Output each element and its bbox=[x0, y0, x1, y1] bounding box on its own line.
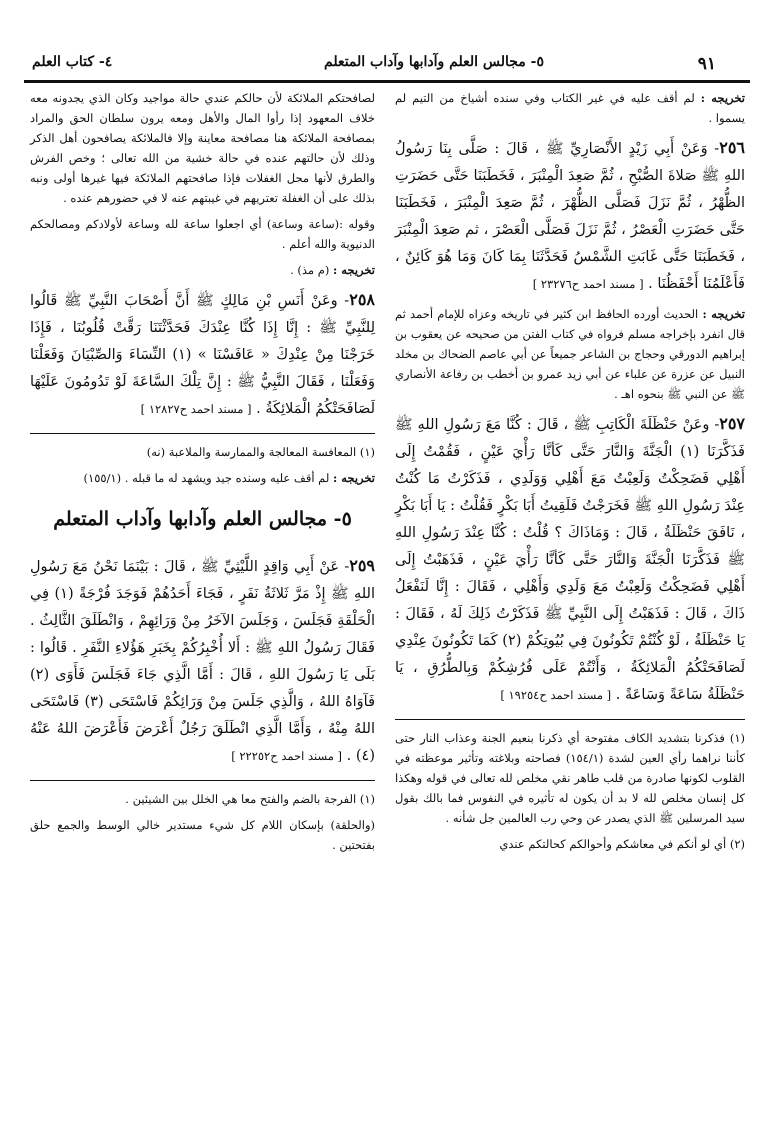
hadith-256 bbox=[395, 134, 745, 298]
hadith-259 bbox=[30, 552, 375, 770]
hadith-text: - عَنْ أَبِي وَاقِدٍ اللَّيْثِيِّ ﷺ ، قَالَ : بَيْنَمَا نَحْنُ مَعَ رَسُولِ اللهِ ﷺ إِذْ مَرَّ ثَلاثَةُ نَفَرٍ ، فَجَاءَ أَحَدُهُمْ فَوَجَدَ فُرْجَةً (١) فِي الْحَلْقَةِ فَجَلَسَ ، وَجَلَسَ الآخَرُ مِنْ وَرَائِهِمْ ، وَانْطَلَقَ الثَّالِثُ . فَقَالَ رَسُولُ اللهِ ﷺ : أَلا أُخْبِرُكُمْ بِخَبَرِ هَؤُلاءِ النَّفَرِ . قَالُوا : بَلَى يَا رَسُولَ اللهِ ، قَالَ : أَمَّا الَّذِي جَاءَ فَجَلَسَ فَأَوَى (٢) فَآوَاهُ اللهُ ، وَالَّذِي جَلَسَ مِنْ وَرَائِكُمْ فَاسْتَحَى (٣) فَاسْتَحَى اللهُ مِنْهُ ، وَأَمَّا الَّذِي انْطَلَقَ رَجُلٌ أَعْرَضَ فَأَعْرَضَ اللهُ عَنْهُ (٤) . bbox=[30, 559, 376, 764]
takhrij-text: لم أقف عليه وسنده جيد ويشهد له ما قبله . (١٥٥/١) bbox=[83, 471, 330, 485]
takhrij-text: لم أقف عليه في غير الكتاب وفي سنده أشياخ من التيم لم يسموا . bbox=[395, 91, 745, 125]
footnote-259-1: (١) الفرجة بالضم والفتح معا هي الخلل بين الشيئين . bbox=[125, 792, 375, 806]
footnote-2: (٢) أي لو أنكم في معاشكم وأحوالكم كحالتكم عندي bbox=[499, 837, 745, 851]
footnote-continuation: لصافحتكم الملائكة لأن حالكم عندي حالة مواجيد وكان الذي يجدونه معه خلاف المعهود إذا رأوا المال والأهل ومعه يرون سلطان الحق والمراد بمصافحة الملائكة هنا مصافحة معاينة وإلا فالملائكة يصافحون أهل الذكر وذلك لأن حالتهم عنده في حالة خشية من الله تعالى ؛ وخص الفرش والطرق لأنها محل الغفلات فإذا صافحتهم الملائكة فيها غيرها أولى ونبه بذلك على أن الغفلة تعتريهم في غيبتهم عنه لا في حضورهم عنده . bbox=[30, 91, 375, 205]
footnote-1: (١) فذكرنا بتشديد الكاف مفتوحة أي ذكرنا بنعيم الجنة وعذاب النار حتى كأننا نراهما رأي العين لشدة (١٥٤/١) فصاحته وبلاغته وتأثير موعظته في القلوب لكونها صادرة من قلب طاهر نقي مخلص لله تعالى في قوله وهكذا كل إنسان مخلص لله لا بد أن يكون له تأثيره في النفوس فما بالك بقول سيد المرسلين ﷺ الذي يصدر عن وحي رب العالمين جل شأنه . bbox=[395, 731, 745, 825]
takhrij-256 bbox=[395, 304, 745, 404]
hadith-257 bbox=[395, 410, 745, 709]
hadith-reference: [ مسند احمد ح٢٣٢٧٦ ] bbox=[532, 277, 644, 291]
takhrij-text: الحديث أورده الحافظ ابن كثير في تاريخه وعزاه للإمام أحمد ثم قال انفرد بإخراجه مسلم فرواه في كتاب الفتن من صحيحه عن يعقوب بن إبراهيم الدورقي وحجاج بن الشاعر جميعاً عن أبي عاصم الضحاك بن مخلد النبيل عن عزرة عن علباء عن أبي زيد عمرو بن أخطب بن رفاعة الأنصاري ﷺ عن النبي ﷺ بنحوه اهـ . bbox=[395, 307, 745, 401]
hadith-reference: [ مسند احمد ح١٢٨٢٧ ] bbox=[140, 402, 252, 416]
takhrij-label: تخريجه : bbox=[332, 263, 375, 277]
hadith-reference: [ مسند احمد ح١٩٢٥٤ ] bbox=[500, 688, 612, 702]
hadith-258 bbox=[30, 286, 375, 423]
hadith-number: ٢٥٩ bbox=[349, 556, 375, 575]
left-column bbox=[30, 88, 375, 861]
hadith-number: ٢٥٦ bbox=[719, 138, 745, 157]
hadith-number: ٢٥٨ bbox=[349, 290, 375, 309]
chapter-title: ٥- مجالس العلم وآدابها وآداب المتعلم bbox=[324, 54, 545, 70]
hadith-text: - وعَنْ أَنَسِ بْنِ مَالِكٍ ﷺ أَنَّ أَصْحَابَ النَّبِيِّ ﷺ قَالُوا لِلنَّبِيِّ ﷺ : إِنَّا إِذَا كُنَّا عِنْدَكَ فَحَدَّثْتَنَا رَقَّتْ قُلُوبُنَا ، فَإِذَا خَرَجْنَا مِنْ عِنْدِكَ « عَافَسْنَا » (١) النِّسَاءَ وَالصِّبْيَانَ وَفَعَلْنَا وَفَعَلْنَا ، فَقَالَ النَّبِيُّ ﷺ : إِنَّ تِلْكَ السَّاعَةَ لَوْ تَدُومُونَ عَلَيْهَا لَصَافَحَتْكُمُ الْمَلائِكَةُ . bbox=[30, 293, 375, 417]
page-header bbox=[24, 48, 750, 83]
takhrij-label: تخريجه : bbox=[332, 471, 375, 485]
saa-explanation: وقوله :(ساعة وساعة) أي اجعلوا ساعة لله وساعة لأولادكم ومصالحكم الدنيوية والله أعلم . bbox=[30, 217, 375, 251]
section-title: ٥- مجالس العلم وآدابها وآداب المتعلم bbox=[53, 508, 352, 530]
footnote-259-2: (والحلقة) بإسكان اللام كل شيء مستدير خالي الوسط والجمع حلق بفتحتين . bbox=[30, 818, 375, 852]
takhrij-text: (م مذ) . bbox=[290, 263, 330, 277]
footnote-258: (١) المعافسة المعالجة والممارسة والملاعبة (نه) bbox=[146, 445, 375, 459]
hadith-text: - وعَنْ حَنْظَلَةَ الْكَاتِبِ ﷺ ، قَالَ : كُنَّا مَعَ رَسُولِ اللهِ ﷺ فَذَكَّرَنَا (١) الْجَنَّةَ وَالنَّارَ حَتَّى كَأنَّا رَأْيَ عَيْنٍ ، فَقُمْتُ إِلَى أَهْلِي فَضَحِكْتُ وَلَعِبْتُ مَعَ أَهْلِي وَوَلَدِي ، فَذَكَرْتُ مَا كُنْتُ عِنْدَ رَسُولِ اللهِ ﷺ فَخَرَجْتُ فَلَقِيتُ أَبَا بَكْرٍ فَقُلْتُ : يَا أَبَا بَكْرٍ ، نَافَقَ حَنْظَلَةُ ، قَالَ : وَمَاذَاكَ ؟ قُلْتُ : كُنَّا عِنْدَ رَسُولِ اللهِ ﷺ فَذَكَّرَنَا الْجَنَّةَ وَالنَّارَ حَتَّى كَأنَّا رَأْيَ عَيْنٍ ، فَذَهَبْتُ إِلَى أَهْلِي فَضَحِكْتُ وَلَعِبْتُ مَعَ وَلَدِي وَأَهْلِي ، فَقَالَ : إِنَّا لَنَفْعَلُ ذَاكَ ، قَالَ : فَذَهَبْتُ إِلَى النَّبِيِّ ﷺ فَذَكَرْتُ ذَلِكَ لَهُ ، فَقَالَ : يَا حَنْظَلَةُ ، لَوْ كُنْتُمْ تَكُونُونَ فِي بُيُوتِكُمْ (٢) كَمَا تَكُونُونَ عِنْدِي لَصَافَحَتْكُمُ الْمَلائِكَةُ ، وَأَنْتُمْ عَلَى فُرُشِكُمْ وَبِالطُّرُقِ ، يَا حَنْظَلَةُ سَاعَةً وَسَاعَةً . bbox=[395, 417, 745, 703]
takhrij-258 bbox=[30, 468, 375, 488]
takhrij-label: تخريجه : bbox=[702, 307, 745, 321]
takhrij-label: تخريجه : bbox=[700, 91, 746, 105]
takhrij-prev bbox=[395, 88, 745, 128]
page-number: ٩١ bbox=[697, 54, 716, 74]
right-column bbox=[395, 88, 745, 860]
footnotes-258 bbox=[30, 433, 375, 488]
takhrij-257 bbox=[30, 260, 375, 280]
hadith-reference: [ مسند احمد ح٢٢٢٥٢ ] bbox=[231, 749, 343, 763]
book-title: ٤- كتاب العلم bbox=[32, 54, 113, 70]
hadith-text: - وَعَنْ أَبِي زَيْدٍ الأَنْصَارِيِّ ﷺ ، قَالَ : صَلَّى بِنَا رَسُولُ اللهِ ﷺ صَلاةَ الصُّبْحِ ، ثُمَّ صَعِدَ الْمِنْبَرَ ، فَخَطَبَنَا حَتَّى حَضَرَتِ الظُّهْرُ ، ثُمَّ نَزَلَ فَصَلَّى الظُّهْرَ ، ثُمَّ صَعِدَ الْمِنْبَرَ ، فَخَطَبَنَا حَتَّى حَضَرَتِ الْعَصْرُ ، ثُمَّ نَزَلَ فَصَلَّى الْعَصْرَ ، ثم صَعِدَ الْمِنْبَرَ ، فَخَطَبَنَا حَتَّى غَابَتِ الشَّمْسُ فَحَدَّثَنَا بِمَا كَانَ وَمَا هُوَ كَائِنٌ ، فَأَعْلَمُنَا أَحْفَظُنَا . bbox=[395, 141, 745, 292]
footnotes-257 bbox=[395, 719, 745, 854]
hadith-number: ٢٥٧ bbox=[719, 414, 745, 433]
footnotes-259 bbox=[30, 780, 375, 855]
